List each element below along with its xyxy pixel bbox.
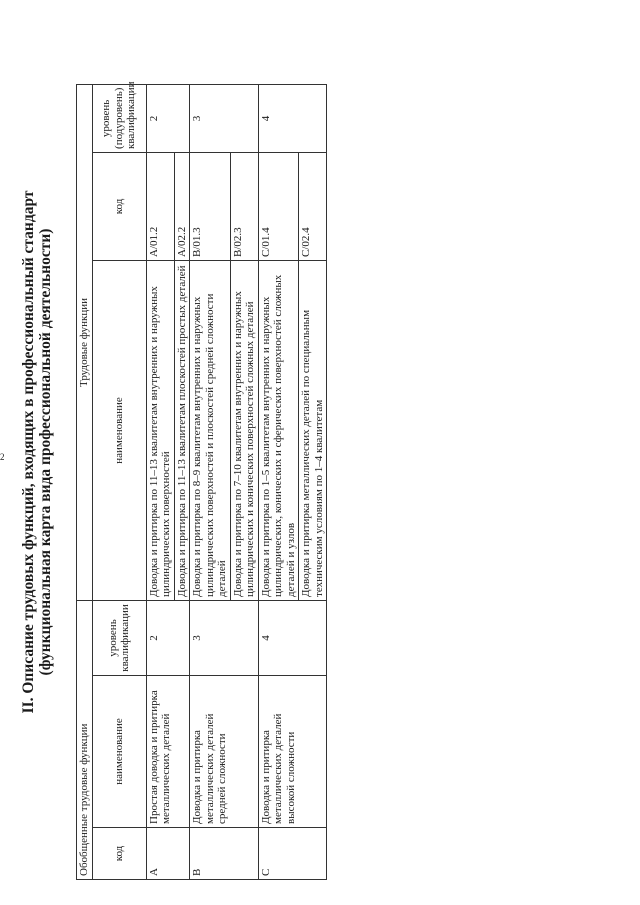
- function-code: A/02.2: [174, 152, 190, 260]
- header-function-code: код: [92, 152, 146, 260]
- heading-line-2: (функциональная карта вида профессиональной деятельности): [37, 228, 54, 676]
- function-code: C/02.4: [299, 152, 327, 260]
- header-function-name: наименование: [92, 260, 146, 600]
- row-level: 4: [258, 600, 327, 675]
- table-row: [258, 84, 299, 879]
- heading-line-1: II. Описание трудовых функций, входящих в профессиональный стандарт: [20, 190, 37, 714]
- section-heading: [20, 12, 54, 892]
- function-name: Доводка и притирка по 11–13 квалитетам плоскостей простых деталей: [174, 260, 190, 600]
- function-code: B/01.3: [190, 152, 231, 260]
- table-row: [190, 84, 231, 879]
- function-name: Доводка и притирка по 7–10 квалитетам внутренних и наружных цилиндрических и конических поверхностей сложных деталей: [230, 260, 258, 600]
- function-code: C/01.4: [258, 152, 299, 260]
- function-name: Доводка и притирка по 8–9 квалитетам внутренних и наружных цилиндрических поверхностей и плоскостей средней сложности деталей: [190, 260, 231, 600]
- function-name: Доводка и притирка металлических деталей по специальным техническим условиям по 1–4 квалитетам: [299, 260, 327, 600]
- row-name: Доводка и притирка металлических деталей средней сложности: [190, 676, 259, 828]
- row-level: 3: [190, 600, 259, 675]
- function-name: Доводка и притирка по 1–5 квалитетам внутренних и наружных цилиндрических, конических и сферических поверхностей сложных деталей и узлов: [258, 260, 299, 600]
- rotated-landscape-page: [20, 12, 620, 892]
- header-labor-functions: Трудовые функции: [77, 84, 93, 600]
- function-code: A/01.2: [146, 152, 174, 260]
- function-sublevel: 4: [258, 84, 327, 152]
- header-code: код: [92, 828, 146, 880]
- header-name: наименование: [92, 676, 146, 828]
- function-sublevel: 3: [190, 84, 259, 152]
- row-name: Простая доводка и притирка металлических деталей: [146, 676, 190, 828]
- header-generalized-functions: Обобщенные трудовые функции: [77, 600, 93, 879]
- functional-map-table: [76, 81, 327, 880]
- table-row: [146, 84, 174, 879]
- header-level: уровень квалификации: [92, 600, 146, 675]
- page-number: 2: [0, 452, 5, 462]
- row-code: C: [258, 828, 327, 880]
- function-code: B/02.3: [230, 152, 258, 260]
- row-code: A: [146, 828, 190, 880]
- function-sublevel: 2: [146, 84, 190, 152]
- header-sublevel: уровень (подуровень) квалификации: [92, 84, 146, 152]
- row-level: 2: [146, 600, 190, 675]
- row-name: Доводка и притирка металлических деталей высокой сложности: [258, 676, 327, 828]
- function-name: Доводка и притирка по 11–13 квалитетам внутренних и наружных цилиндрических поверхностей: [146, 260, 174, 600]
- row-code: B: [190, 828, 259, 880]
